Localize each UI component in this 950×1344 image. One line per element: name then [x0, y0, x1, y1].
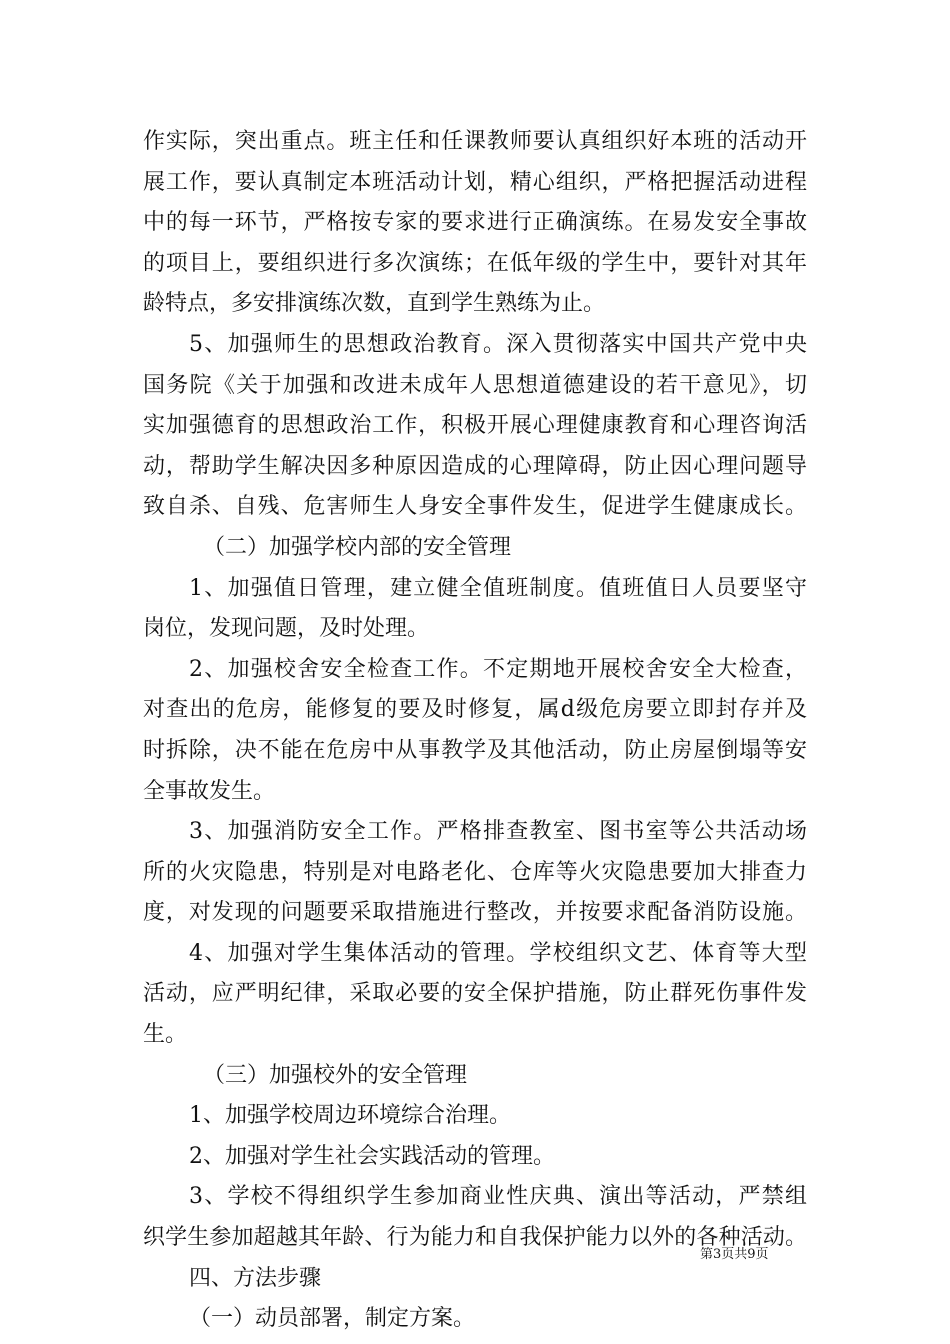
text-line: 全事故发生。: [143, 778, 276, 804]
text-line: 作实际，突出重点。班主任和任课教师要认真组织好本班的活动开: [143, 129, 807, 154]
page-number-footer: 第3页共9页: [700, 1247, 769, 1262]
text-line: 岗位，发现问题，及时处理。: [143, 616, 430, 642]
section-heading: （三）加强校外的安全管理: [203, 1062, 468, 1088]
text-line: 度，对发现的问题要采取措施进行整改，并按要求配备消防设施。: [143, 900, 807, 926]
text-line: 织学生参加超越其年龄、行为能力和自我保护能力以外的各种活动。: [143, 1225, 807, 1251]
text-line: 活动，应严明纪律，采取必要的安全保护措施，防止群死伤事件发: [143, 981, 807, 1007]
section-heading: （二）加强学校内部的安全管理: [203, 534, 512, 560]
text-line: 致自杀、自残、危害师生人身安全事件发生，促进学生健康成长。: [143, 494, 807, 520]
text-line: 生。: [143, 1022, 188, 1048]
text-line: 动，帮助学生解决因多种原因造成的心理障碍，防止因心理问题导: [143, 453, 807, 479]
paragraph-start-line: 3、加强消防安全工作。严格排查教室、图书室等公共活动场: [189, 819, 807, 845]
list-item: 1、加强学校周边环境综合治理。: [189, 1103, 511, 1129]
list-item: 2、加强对学生社会实践活动的管理。: [189, 1143, 555, 1169]
text-line: 对查出的危房，能修复的要及时修复，属d级危房要立即封存并及: [143, 697, 807, 723]
text-line: 龄特点，多安排演练次数，直到学生熟练为止。: [143, 291, 606, 317]
text-line: 国务院《关于加强和改进未成年人思想道德建设的若干意见》，切: [143, 372, 807, 398]
text-line: 实加强德育的思想政治工作，积极开展心理健康教育和心理咨询活: [143, 413, 807, 439]
text-line: 的项目上，要组织进行多次演练；在低年级的学生中，要针对其年: [143, 250, 807, 276]
paragraph-start-line: 4、加强对学生集体活动的管理。学校组织文艺、体育等大型: [189, 940, 807, 966]
paragraph-start-line: 1、加强值日管理，建立健全值班制度。值班值日人员要坚守: [189, 575, 807, 601]
chapter-heading: 四、方法步骤: [189, 1265, 322, 1291]
text-line: 展工作，要认真制定本班活动计划，精心组织，严格把握活动进程: [143, 169, 807, 195]
paragraph-start-line: 3、学校不得组织学生参加商业性庆典、演出等活动，严禁组: [189, 1184, 807, 1210]
text-line: 所的火灾隐患，特别是对电路老化、仓库等火灾隐患要加大排查力: [143, 859, 807, 885]
text-line: 时拆除，决不能在危房中从事教学及其他活动，防止房屋倒塌等安: [143, 737, 807, 763]
paragraph-start-line: 5、加强师生的思想政治教育。深入贯彻落实中国共产党中央: [189, 331, 807, 357]
text-line: 中的每一环节，严格按专家的要求进行正确演练。在易发安全事故: [143, 210, 807, 236]
section-heading: （一）动员部署，制定方案。: [189, 1306, 476, 1332]
paragraph-start-line: 2、加强校舍安全检查工作。不定期地开展校舍安全大检查，: [189, 656, 807, 682]
document-body: [143, 122, 807, 1340]
